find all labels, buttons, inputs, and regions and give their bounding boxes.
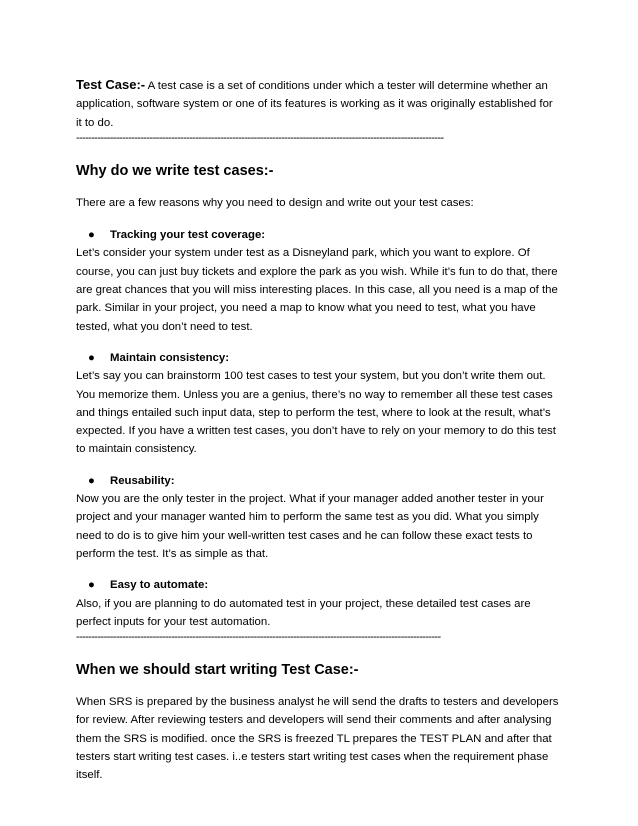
bullet-tracking xyxy=(88,226,560,244)
document-page xyxy=(76,76,560,785)
why-heading: Why do we write test cases:- xyxy=(76,162,274,179)
separator-line: ----------------------------------------------------------------------------------------------------------------------- xyxy=(76,631,441,644)
when-heading: When we should start writing Test Case:- xyxy=(76,662,359,679)
intro-definition: A test case is a set of conditions under which a tester will determine whether an application, software system or one of its features is working as it was originally established for it to do. xyxy=(76,80,553,129)
bullet-dot: ● xyxy=(88,229,95,242)
reason-text: Also, if you are planning to do automated test in your project, these detailed test cases are perfect inputs for your test automation. xyxy=(76,597,531,628)
bullet-dot: ● xyxy=(88,474,95,487)
when-text: When SRS is prepared by the business analyst he will send the drafts to testers and developers for review. After reviewing testers and developers will send their comments and after analysing them the SRS is modified. once the SRS is freezed TL prepares the TEST PLAN and after that testers start writing test cases. i..e testers start writing test cases when the requirement phase itself. xyxy=(76,696,559,782)
bullet-title: Reusability: xyxy=(110,474,175,487)
bullet-consistency xyxy=(88,349,560,367)
bullet-title: Easy to automate: xyxy=(110,579,209,592)
bullet-dot: ● xyxy=(88,579,95,592)
reason-text: Let’s say you can brainstorm 100 test cases to test your system, but you don’t write them out. You memorize them. Unless you are a genius, there’s no way to remember all these test cases and things entailed such input data, step to perform the test, where to look at the result, what’s expected. If you have a written test cases, you don’t have to rely on your memory to do this test to maintain consistency. xyxy=(76,370,556,456)
bullet-reusability xyxy=(88,472,560,490)
bullet-automate xyxy=(88,576,560,594)
separator-line: ------------------------------------------------------------------------------------------------------------------------ xyxy=(76,131,444,144)
bullet-dot: ● xyxy=(88,351,95,364)
reason-text: Now you are the only tester in the project. What if your manager added another tester in your project and your manager wanted him to perform the same test as you did. What you simply need to do is to give him your well-written test cases and he can follow these exact tests to perform the test. It’s as simple as that. xyxy=(76,493,544,560)
intro-term: Test Case:- xyxy=(76,77,146,92)
reason-text: Let’s consider your system under test as a Disneyland park, which you want to explore. Of course, you can just buy tickets and explore the park as you wish. While it’s fun to do that, there are great chances that you will miss interesting places. In this case, all you need is a map of the park. Similar in your project, you need a map to know what you need to test, what you have tested, what you don’t need to test. xyxy=(76,247,558,333)
bullet-title: Maintain consistency: xyxy=(110,351,229,364)
intro-paragraph xyxy=(76,76,560,132)
why-intro: There are a few reasons why you need to design and write out your test cases: xyxy=(76,196,474,209)
bullet-title: Tracking your test coverage: xyxy=(110,229,266,242)
